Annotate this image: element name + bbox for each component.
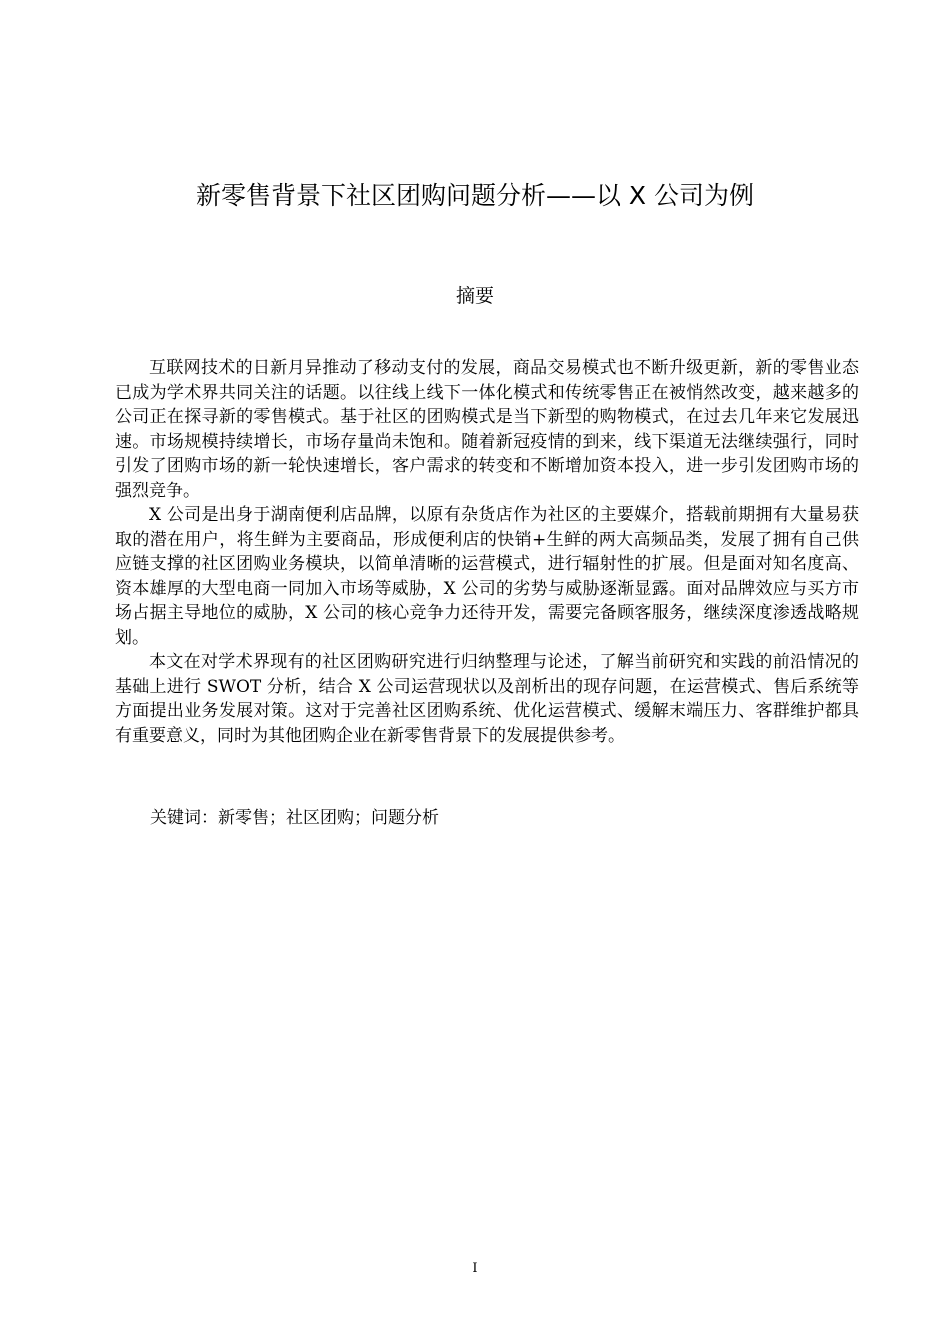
page-number: I (472, 1261, 478, 1276)
abstract-paragraph-1: 互联网技术的日新月异推动了移动支付的发展，商品交易模式也不断升级更新，新的零售业态已成为学术界共同关注的话题。以往线上线下一体化模式和传统零售正在被悄然改变，越来越多的公司正在探寻新的零售模式。基于社区的团购模式是当下新型的购物模式，在过去几年来它发展迅速。市场规模持续增长，市场存量尚未饱和。随着新冠疫情的到来，线下渠道无法继续强行，同时引发了团购市场的新一轮快速增长，客户需求的转变和不断增加资本投入，进一步引发团购市场的强烈竞争。 (115, 358, 859, 501)
document-title: 新零售背景下社区团购问题分析——以 X 公司为例 (195, 181, 755, 210)
abstract-body (115, 356, 859, 748)
keywords-line: 关键词：新零售；社区团购；问题分析 (150, 808, 439, 828)
abstract-heading: 摘要 (455, 285, 494, 307)
abstract-paragraph-3: 本文在对学术界现有的社区团购研究进行归纳整理与论述，了解当前研究和实践的前沿情况的基础上进行 SWOT 分析，结合 X 公司运营现状以及剖析出的现存问题，在运营模式、售后系统等方面提出业务发展对策。这对于完善社区团购系统、优化运营模式、缓解末端压力、客群维护都具有重要意义，同时为其他团购企业在新零售背景下的发展提供参考。 (115, 652, 859, 746)
abstract-paragraph-2: X 公司是出身于湖南便利店品牌，以原有杂货店作为社区的主要媒介，搭载前期拥有大量易获取的潜在用户，将生鲜为主要商品，形成便利店的快销+生鲜的两大高频品类，发展了拥有自己供应链支撑的社区团购业务模块，以简单清晰的运营模式，进行辐射性的扩展。但是面对知名度高、资本雄厚的大型电商一同加入市场等威胁，X 公司的劣势与威胁逐渐显露。面对品牌效应与买方市场占据主导地位的威胁，X 公司的核心竞争力还待开发，需要完备顾客服务，继续深度渗透战略规划。 (115, 505, 859, 648)
